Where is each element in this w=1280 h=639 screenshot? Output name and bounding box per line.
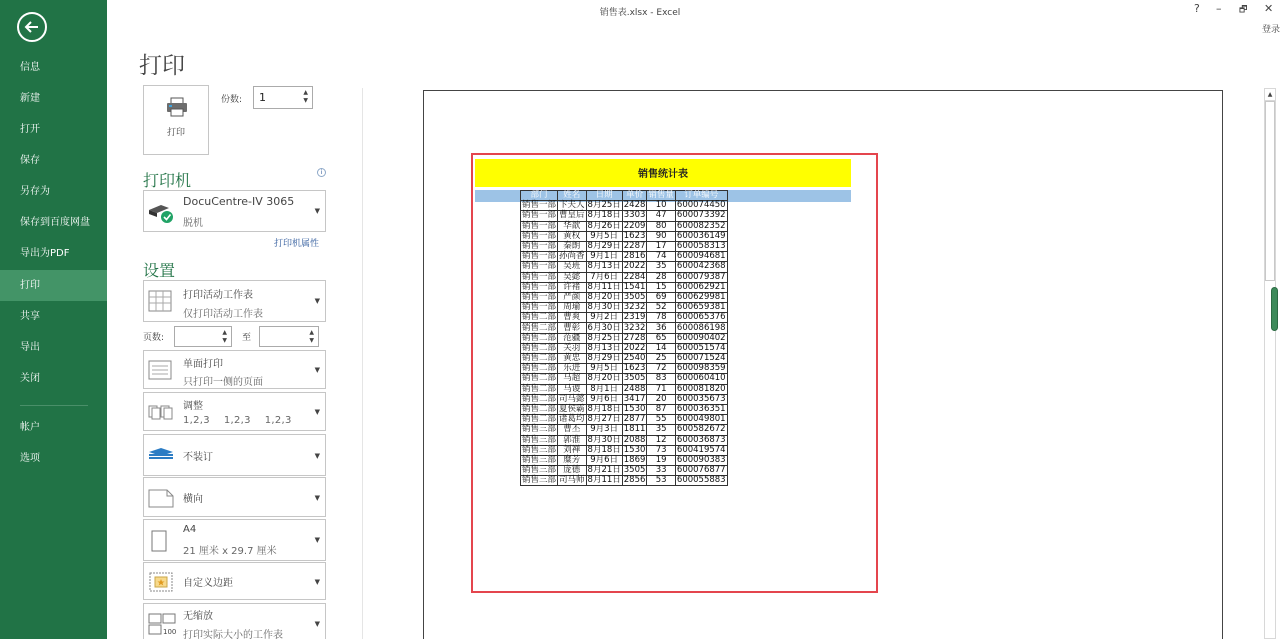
- panel-divider: [362, 88, 363, 639]
- orientation-title: 横向: [183, 494, 203, 505]
- copies-input[interactable]: [253, 86, 313, 109]
- svg-text:100: 100: [163, 628, 177, 636]
- printer-name: DocuCentre-IV 3065: [183, 195, 295, 208]
- table-cell: 销售三部: [522, 424, 557, 435]
- table-cell: 2856: [623, 475, 646, 486]
- table-row: [521, 262, 728, 272]
- zoom-handle[interactable]: [1271, 287, 1278, 331]
- table-row: [521, 231, 728, 241]
- custom-margins-icon: [147, 571, 175, 593]
- table-cell: 600036149: [676, 230, 726, 241]
- table-cell: 销售二部: [522, 332, 557, 343]
- nav-print[interactable]: 打印: [0, 270, 107, 301]
- table-row: [521, 435, 728, 445]
- table-cell: 600582672: [676, 424, 726, 435]
- table-cell: 销售二部: [522, 393, 557, 404]
- table-cell: 14: [647, 343, 676, 353]
- table-cell: 25: [647, 354, 676, 364]
- sheet-grid-icon: [147, 289, 173, 313]
- no-scaling-icon: [147, 612, 177, 636]
- table-cell: 秦朗: [558, 241, 587, 251]
- table-cell: 2287: [623, 241, 646, 252]
- table-cell: 8月13日: [587, 261, 621, 272]
- staple-dropdown[interactable]: [143, 434, 326, 476]
- table-cell: 曹皇后: [559, 210, 585, 221]
- table-cell: 8月20日: [587, 291, 621, 302]
- scaling-dropdown[interactable]: [143, 603, 326, 639]
- table-cell: 刘禅: [558, 445, 587, 455]
- table-cell: 销售一部: [522, 302, 557, 313]
- table-cell: 600090383: [676, 454, 726, 465]
- table-cell: 2540: [623, 353, 646, 364]
- chevron-down-icon: ▼: [314, 297, 320, 305]
- settings-heading: 设置: [143, 261, 176, 280]
- table-cell: 2022: [623, 342, 646, 353]
- table-cell: 10: [647, 201, 676, 211]
- restore-icon[interactable]: 🗗: [1239, 5, 1248, 15]
- copies-spinner[interactable]: ▲ ▼: [303, 89, 308, 104]
- printer-icon: [166, 97, 188, 117]
- table-cell: 600042368: [676, 261, 726, 272]
- table-cell: 8月29日: [587, 241, 621, 252]
- table-cell: 600065376: [676, 312, 726, 323]
- table-cell: 600055883: [676, 475, 726, 486]
- table-cell: 销售二部: [522, 353, 557, 364]
- table-cell: 销售三部: [522, 444, 557, 455]
- table-cell: 8月18日: [587, 210, 621, 221]
- table-cell: 35: [647, 262, 676, 272]
- collate-dropdown[interactable]: [143, 392, 326, 431]
- table-cell: 600051574: [676, 342, 726, 353]
- table-cell: 9月5日: [586, 231, 622, 241]
- table-cell: 8月21日: [587, 465, 621, 476]
- table-cell: 1530: [623, 444, 646, 455]
- scaling-title: 无缩放: [183, 611, 213, 622]
- nav-close[interactable]: 关闭: [20, 373, 40, 384]
- table-row: [521, 476, 728, 486]
- column-header: 销售量: [648, 190, 674, 201]
- table-cell: 销售一部: [522, 291, 557, 302]
- table-cell: 销售三部: [522, 454, 557, 465]
- table-cell: 600419574: [676, 444, 726, 455]
- table-cell: 2488: [623, 383, 646, 394]
- table-cell: 600659381: [676, 302, 726, 313]
- column-header: 部门: [521, 191, 558, 201]
- table-cell: 90: [647, 231, 676, 241]
- table-cell: 黄权: [558, 231, 587, 241]
- chevron-down-icon: ▼: [314, 578, 320, 586]
- table-row: [521, 313, 728, 323]
- window-title: 销售表.xlsx - Excel: [599, 8, 681, 18]
- table-cell: 孙尚香: [559, 251, 585, 262]
- table-cell: 600086198: [676, 322, 726, 333]
- table-cell: 吴班: [558, 262, 587, 272]
- nav-save[interactable]: 保存: [20, 155, 40, 166]
- column-header: 单价: [622, 191, 647, 201]
- table-cell: 3505: [623, 291, 646, 302]
- nav-divider: [20, 405, 88, 406]
- table-cell: 许褚: [558, 282, 587, 292]
- table-cell: 6月30日: [587, 322, 621, 333]
- nav-open[interactable]: 打开: [20, 124, 40, 135]
- table-row: [521, 211, 728, 221]
- chevron-down-icon: ▼: [314, 536, 320, 544]
- table-cell: 600036873: [676, 434, 726, 445]
- table-cell: 600071524: [676, 353, 726, 364]
- table-cell: 8月18日: [587, 404, 621, 415]
- collate-desc: 1,2,3 1,2,3 1,2,3: [183, 415, 292, 426]
- table-row: [521, 425, 728, 435]
- printer-status: 脱机: [183, 218, 203, 229]
- table-row: [521, 323, 728, 333]
- scaling-desc: 打印实际大小的工作表: [183, 630, 283, 639]
- table-cell: 8月25日: [587, 332, 621, 343]
- table-cell: 2816: [623, 251, 646, 262]
- no-staple-icon: [147, 446, 175, 464]
- table-cell: 8月25日: [587, 200, 621, 211]
- table-cell: 600082352: [676, 220, 726, 231]
- nav-options[interactable]: 选项: [20, 453, 40, 464]
- scroll-thumb[interactable]: [1265, 101, 1275, 281]
- margins-title: 自定义边距: [183, 578, 233, 589]
- table-row: [521, 272, 728, 282]
- chevron-down-icon: ▼: [314, 494, 320, 502]
- table-cell: 马谡: [558, 384, 587, 394]
- table-cell: 35: [647, 425, 676, 435]
- table-cell: 2877: [623, 414, 646, 425]
- table-cell: 2088: [623, 434, 646, 445]
- table-cell: 74: [647, 252, 676, 262]
- pages-label: 页数:: [143, 333, 165, 343]
- table-cell: 3505: [623, 465, 646, 476]
- table-cell: 郭淮: [558, 435, 587, 445]
- table-cell: 曹彰: [558, 323, 587, 333]
- table-cell: 83: [647, 374, 676, 384]
- help-icon[interactable]: ?: [1194, 2, 1200, 15]
- info-icon[interactable]: i: [317, 168, 326, 177]
- table-cell: 2209: [623, 220, 646, 231]
- printer-dropdown[interactable]: [143, 190, 326, 232]
- table-cell: 78: [647, 313, 676, 323]
- table-cell: 8月11日: [587, 281, 621, 292]
- table-cell: 1541: [623, 281, 646, 292]
- table-cell: 2428: [623, 200, 646, 211]
- nav-account[interactable]: 帐户: [20, 422, 40, 433]
- table-cell: 600036351: [676, 404, 726, 415]
- table-cell: 1623: [623, 230, 646, 241]
- pages-to-input[interactable]: [259, 326, 319, 347]
- table-cell: 15: [647, 282, 676, 292]
- table-cell: 销售二部: [522, 322, 557, 333]
- table-cell: 36: [647, 323, 676, 333]
- table-cell: 600035673: [676, 393, 726, 404]
- table-cell: 600074450: [676, 200, 726, 211]
- table-cell: 9月5日: [586, 364, 622, 374]
- table-cell: 华歆: [558, 221, 587, 231]
- table-cell: 司马懿: [559, 393, 585, 404]
- table-cell: 72: [647, 364, 676, 374]
- paper-size-desc: 21 厘米 x 29.7 厘米: [183, 546, 277, 557]
- table-cell: 8月30日: [587, 302, 621, 313]
- orientation-dropdown[interactable]: [143, 477, 326, 517]
- table-cell: 8月13日: [587, 342, 621, 353]
- table-cell: 销售一部: [522, 200, 557, 211]
- table-cell: 周瑜: [558, 303, 587, 313]
- table-row: [521, 221, 728, 231]
- table-cell: 9月6日: [586, 455, 622, 465]
- table-cell: 1623: [623, 363, 646, 374]
- print-what-dropdown[interactable]: [143, 280, 326, 322]
- table-cell: 3505: [623, 373, 646, 384]
- table-row: [521, 282, 728, 292]
- to-label: 至: [242, 333, 252, 343]
- table-cell: 600090402: [676, 332, 726, 343]
- login-link[interactable]: 登录: [1261, 25, 1280, 35]
- table-cell: 19: [647, 455, 676, 465]
- nav-export[interactable]: 导出: [20, 342, 40, 353]
- table-cell: 2728: [623, 332, 646, 343]
- sheet-title: 销售统计表: [475, 159, 851, 187]
- table-cell: 曹丕: [558, 425, 587, 435]
- table-cell: 1530: [623, 404, 646, 415]
- pages-from-input[interactable]: [174, 326, 232, 347]
- printer-ready-icon: [147, 200, 175, 224]
- table-cell: 8月1日: [586, 384, 622, 394]
- table-cell: 80: [647, 221, 676, 231]
- table-cell: 马超: [558, 374, 587, 384]
- table-cell: 夏侯霸: [559, 404, 585, 415]
- table-cell: 销售一部: [522, 210, 557, 221]
- table-cell: 28: [647, 272, 676, 282]
- table-cell: 600098359: [676, 363, 726, 374]
- print-button[interactable]: [143, 85, 209, 155]
- table-cell: 销售一部: [522, 220, 557, 231]
- table-cell: 3232: [623, 322, 646, 333]
- table-cell: 600629981: [676, 291, 726, 302]
- table-cell: 9月2日: [586, 313, 622, 323]
- chevron-down-icon: ▼: [314, 408, 320, 416]
- minimize-icon[interactable]: –: [1216, 2, 1222, 15]
- table-row: [521, 343, 728, 353]
- table-cell: 20: [647, 394, 676, 404]
- table-cell: 销售二部: [522, 383, 557, 394]
- table-cell: 销售二部: [522, 363, 557, 374]
- paper-size-title: A4: [183, 524, 197, 535]
- table-cell: 71: [647, 384, 676, 394]
- table-cell: 8月29日: [587, 353, 621, 364]
- table-cell: 3232: [623, 302, 646, 313]
- one-sided-icon: [147, 359, 173, 381]
- table-cell: 52: [647, 303, 676, 313]
- back-arrow-icon[interactable]: [17, 12, 47, 42]
- table-cell: 600094681: [676, 251, 726, 262]
- chevron-down-icon: ▼: [314, 452, 320, 460]
- backstage-nav: [0, 0, 107, 639]
- table-cell: 2022: [623, 261, 646, 272]
- table-cell: 73: [647, 445, 676, 455]
- pages-to-spinner[interactable]: ▲ ▼: [309, 329, 314, 344]
- table-cell: 销售三部: [522, 434, 557, 445]
- print-button-label: 打印: [166, 128, 185, 138]
- page-title: 打印: [139, 53, 185, 79]
- table-cell: 87: [647, 404, 676, 414]
- chevron-down-icon: ▼: [314, 366, 320, 374]
- table-cell: 9月6日: [586, 394, 622, 404]
- table-cell: 55: [647, 415, 676, 425]
- print-what-desc: 仅打印活动工作表: [183, 309, 263, 320]
- title-bar: [107, 0, 1280, 22]
- margins-dropdown[interactable]: [143, 562, 326, 600]
- table-cell: 8月20日: [587, 373, 621, 384]
- sides-dropdown[interactable]: [143, 350, 326, 389]
- copies-label: 份数:: [221, 95, 243, 105]
- pages-from-spinner[interactable]: ▲ ▼: [222, 329, 227, 344]
- table-cell: 8月11日: [587, 475, 621, 486]
- table-cell: 销售二部: [522, 373, 557, 384]
- nav-share[interactable]: 共享: [20, 311, 40, 322]
- collate-icon: [147, 403, 175, 421]
- table-cell: 600058313: [676, 241, 726, 252]
- table-cell: 曹爽: [558, 313, 587, 323]
- table-cell: 47: [647, 211, 676, 221]
- table-cell: 600081820: [676, 383, 726, 394]
- table-cell: 7月6日: [586, 272, 622, 282]
- table-cell: 9月1日: [586, 252, 622, 262]
- nav-new[interactable]: 新建: [20, 93, 40, 104]
- printer-properties-link[interactable]: 打印机属性: [274, 239, 320, 249]
- chevron-down-icon: ▼: [314, 207, 320, 215]
- chevron-down-icon: ▼: [314, 620, 320, 628]
- print-what-title: 打印活动工作表: [183, 290, 253, 301]
- table-cell: 8月30日: [587, 434, 621, 445]
- table-cell: 庞德: [558, 466, 587, 476]
- copies-value: 1: [259, 91, 266, 104]
- table-cell: 53: [647, 476, 676, 486]
- table-cell: 销售一部: [522, 251, 557, 262]
- table-cell: 范疆: [558, 333, 587, 343]
- table-cell: 600060410: [676, 373, 726, 384]
- table-cell: 1869: [623, 454, 646, 465]
- table-cell: 销售一部: [522, 261, 557, 272]
- table-cell: 销售一部: [522, 230, 557, 241]
- table-cell: 33: [647, 466, 676, 476]
- table-cell: 销售一部: [522, 271, 557, 282]
- printer-heading: 打印机: [143, 171, 192, 190]
- table-cell: 3417: [623, 393, 646, 404]
- scroll-up-arrow-icon[interactable]: ▲: [1265, 89, 1275, 101]
- table-cell: 销售一部: [522, 281, 557, 292]
- table-cell: 销售二部: [522, 404, 557, 415]
- table-cell: 69: [647, 292, 676, 302]
- table-cell: 3303: [623, 210, 646, 221]
- table-cell: 乐进: [558, 364, 587, 374]
- table-body: [521, 201, 728, 486]
- table-cell: 8月27日: [587, 414, 621, 425]
- table-cell: 600076877: [676, 465, 726, 476]
- column-header: 姓名: [558, 191, 587, 201]
- column-header: 订单编号: [675, 191, 727, 201]
- sales-table: [520, 190, 728, 486]
- table-row: [521, 384, 728, 394]
- table-cell: 65: [647, 333, 676, 343]
- landscape-icon: [147, 487, 175, 509]
- nav-save-as[interactable]: 另存为: [20, 186, 50, 197]
- table-cell: 17: [647, 241, 676, 251]
- table-row: [521, 394, 728, 404]
- table-cell: 600073392: [676, 210, 726, 221]
- table-cell: 销售二部: [522, 342, 557, 353]
- table-cell: 600062921: [676, 281, 726, 292]
- page-icon: [147, 529, 171, 555]
- table-cell: 1811: [623, 424, 646, 435]
- column-header: 日期: [586, 191, 622, 201]
- table-cell: 2284: [623, 271, 646, 282]
- sides-title: 单面打印: [183, 359, 223, 370]
- table-cell: 吴懿: [558, 272, 587, 282]
- nav-save-baidu[interactable]: 保存到百度网盘: [20, 217, 90, 228]
- table-cell: 销售二部: [522, 414, 557, 425]
- table-cell: 8月26日: [587, 220, 621, 231]
- table-cell: 司马师: [559, 475, 585, 486]
- table-row: [521, 445, 728, 455]
- table-cell: 销售三部: [522, 475, 557, 486]
- close-icon[interactable]: ✕: [1264, 2, 1274, 15]
- paper-size-dropdown[interactable]: [143, 519, 326, 561]
- staple-title: 不装订: [183, 452, 213, 463]
- table-cell: 2319: [623, 312, 646, 323]
- table-row: [521, 333, 728, 343]
- table-cell: 诸葛均: [559, 414, 585, 425]
- table-cell: 销售三部: [522, 465, 557, 476]
- table-cell: 销售二部: [522, 312, 557, 323]
- table-cell: 糜芳: [558, 455, 587, 465]
- nav-info[interactable]: 信息: [20, 62, 40, 73]
- table-row: [521, 374, 728, 384]
- nav-export-pdf[interactable]: 导出为PDF: [20, 248, 70, 259]
- table-cell: 销售一部: [522, 241, 557, 252]
- table-cell: 600049801: [676, 414, 726, 425]
- table-cell: 黄忠: [558, 354, 587, 364]
- table-cell: 12: [647, 435, 676, 445]
- table-cell: 卞夫人: [559, 200, 585, 211]
- table-cell: 关羽: [558, 343, 587, 353]
- sides-desc: 只打印一侧的页面: [183, 377, 263, 388]
- collate-title: 调整: [183, 401, 203, 412]
- table-cell: 8月18日: [587, 444, 621, 455]
- table-cell: 严颜: [558, 292, 587, 302]
- table-cell: 600079387: [676, 271, 726, 282]
- table-cell: 9月3日: [586, 425, 622, 435]
